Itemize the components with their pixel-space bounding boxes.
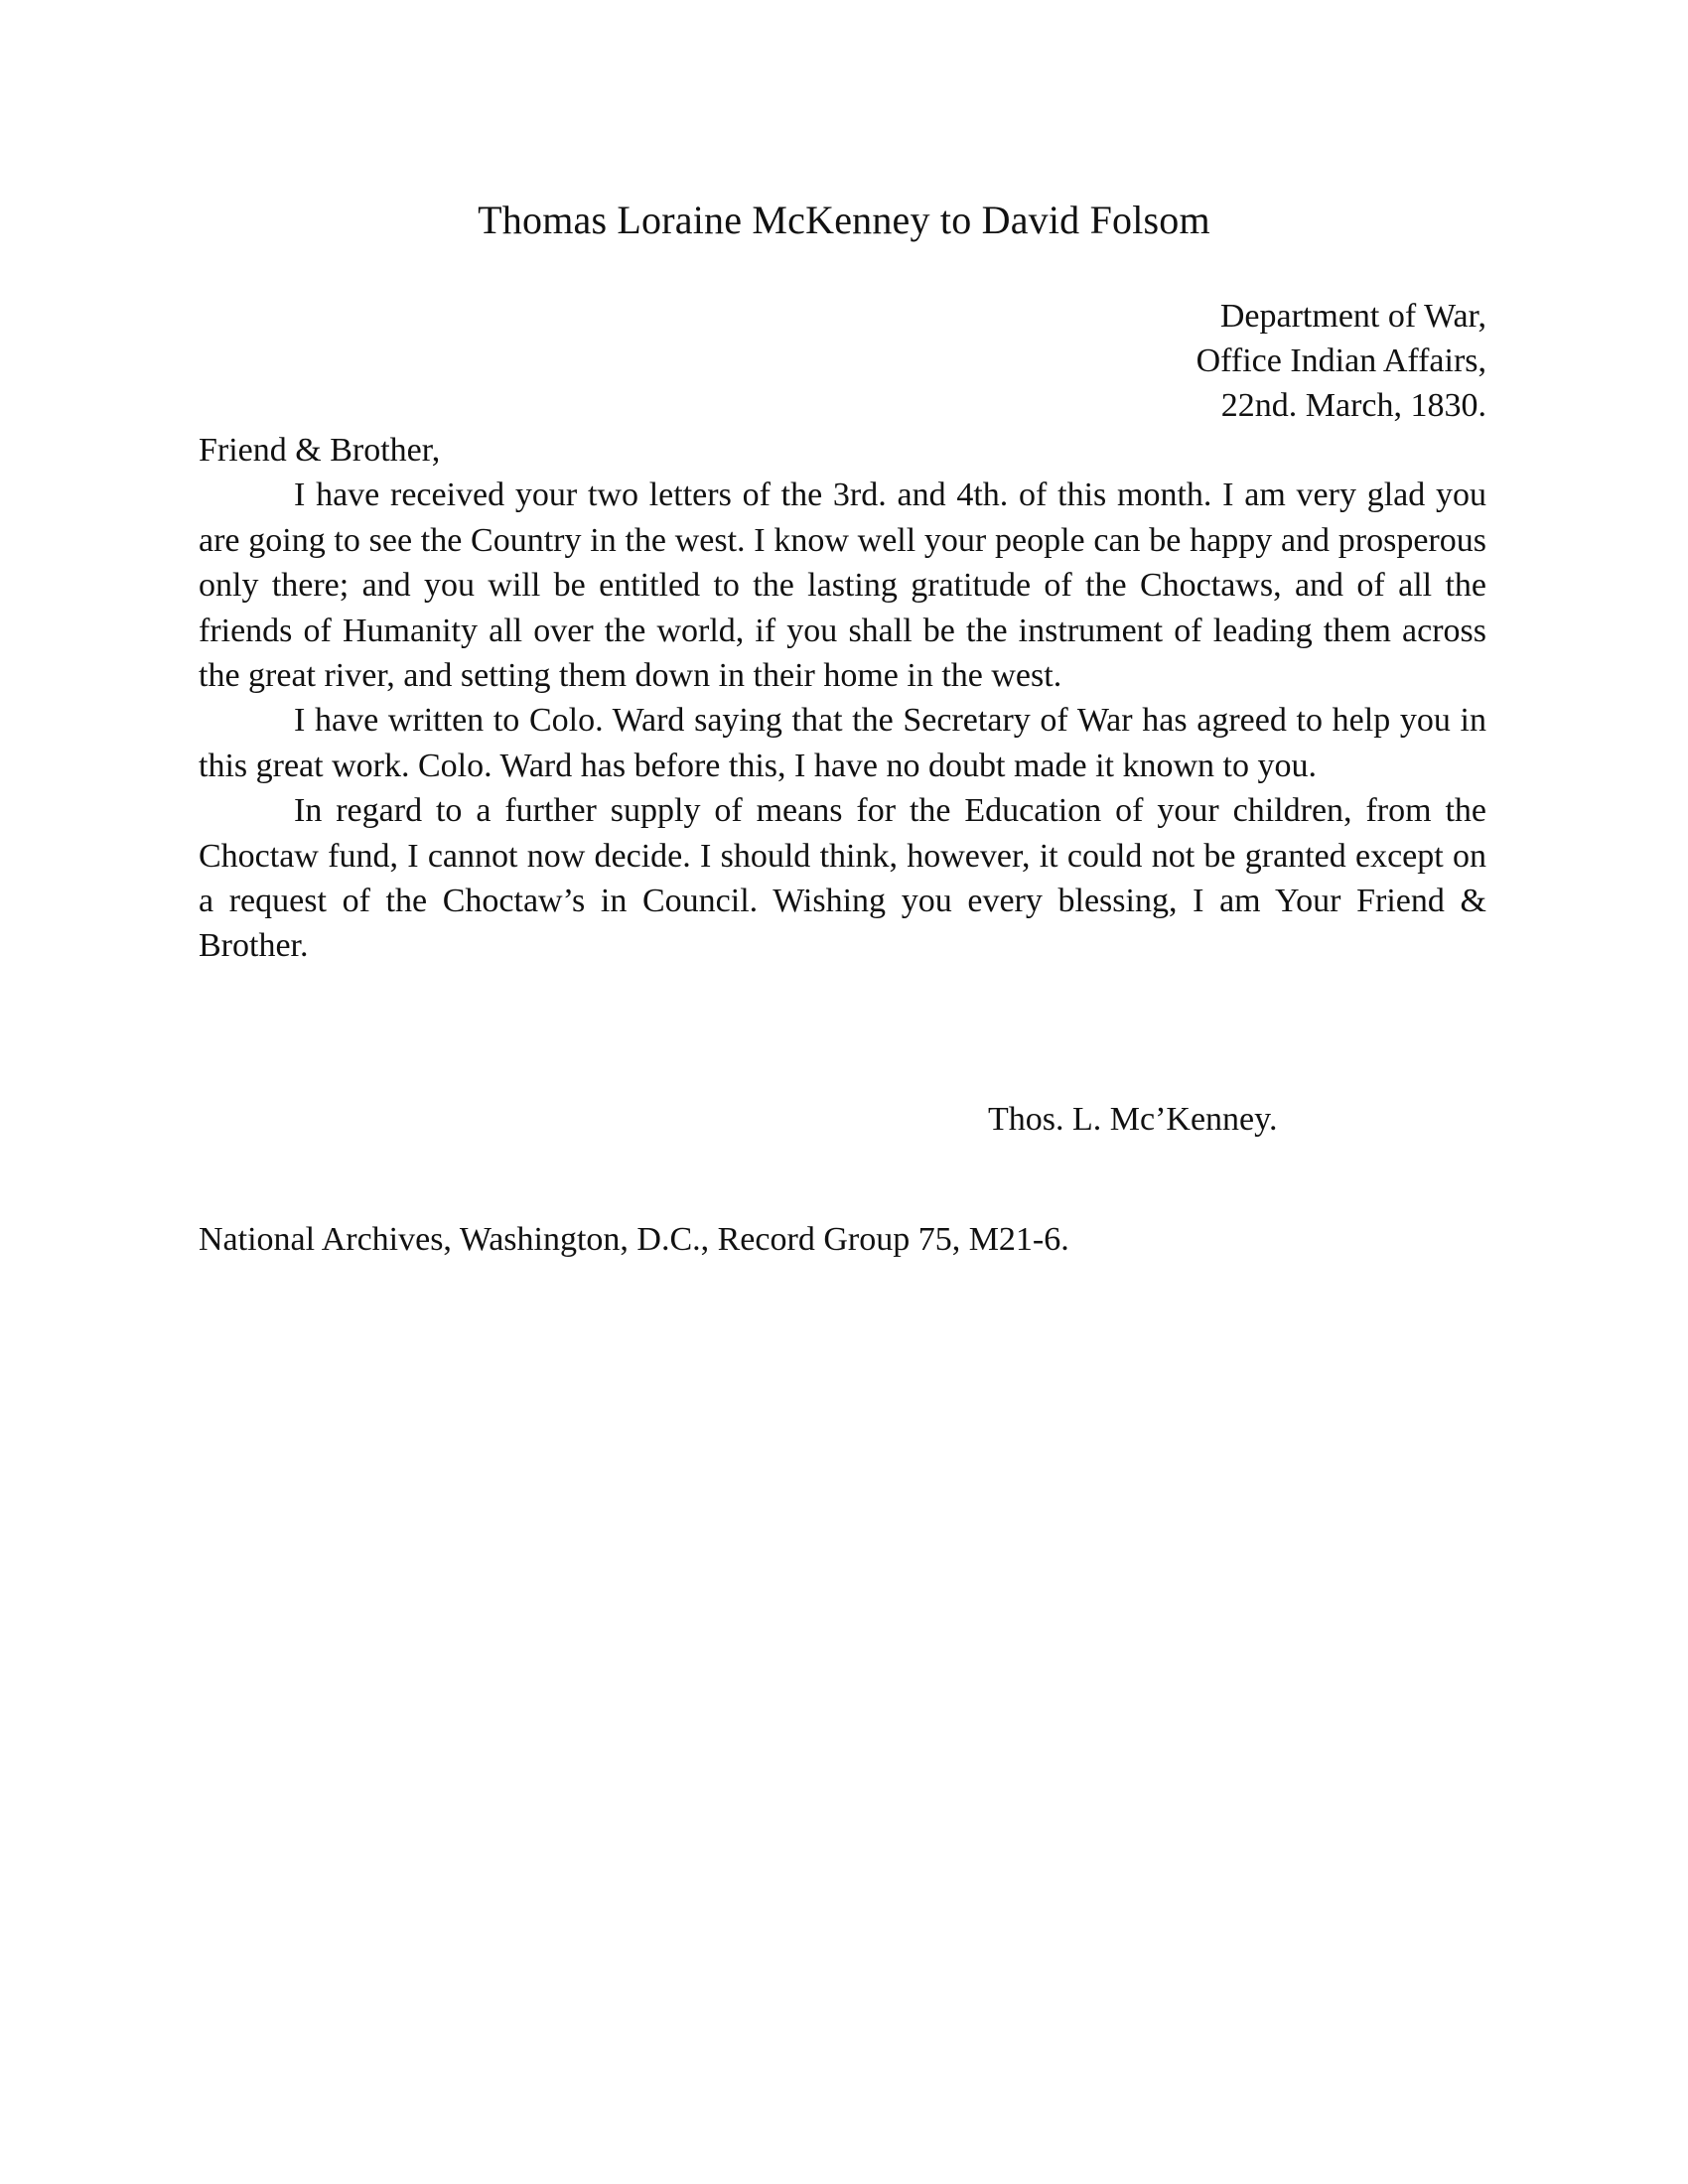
document-title: Thomas Loraine McKenney to David Folsom (478, 198, 1210, 242)
paragraph-3: In regard to a further supply of means for the Education of your children, from the Choctaw fund, I cannot now decide. I should think, however, it could not be granted except on a request of the Choctaw’s in Council. Wishing you every blessing, I am Your Friend & Brother. (199, 792, 1486, 965)
paragraph-1: I have received your two letters of the 3rd. and 4th. of this month. I am very glad you are going to see the Country in the west. I know well your people can be happy and prosperous only there; and you will be entitled to the lasting gratitude of the Choctaws, and of all the friends of Humanity all over the world, if you shall be the instrument of leading them across the great river, and setting them down in their home in the west. (199, 477, 1486, 695)
sender-address-block (1196, 294, 1486, 428)
address-line-department: Department of War, (1219, 298, 1486, 335)
letter-body (199, 428, 1486, 969)
signature: Thos. L. Mc’Kenney. (988, 1101, 1278, 1138)
paragraph-2: I have written to Colo. Ward saying that the Secretary of War has agreed to help you in this great work. Colo. Ward has before this, I have no doubt made it known to you. (199, 702, 1486, 784)
letter-date: 22nd. March, 1830. (1220, 387, 1486, 424)
salutation: Friend & Brother, (199, 432, 441, 469)
archive-citation: National Archives, Washington, D.C., Record Group 75, M21-6. (199, 1221, 1069, 1258)
address-line-office: Office Indian Affairs, (1196, 342, 1486, 379)
